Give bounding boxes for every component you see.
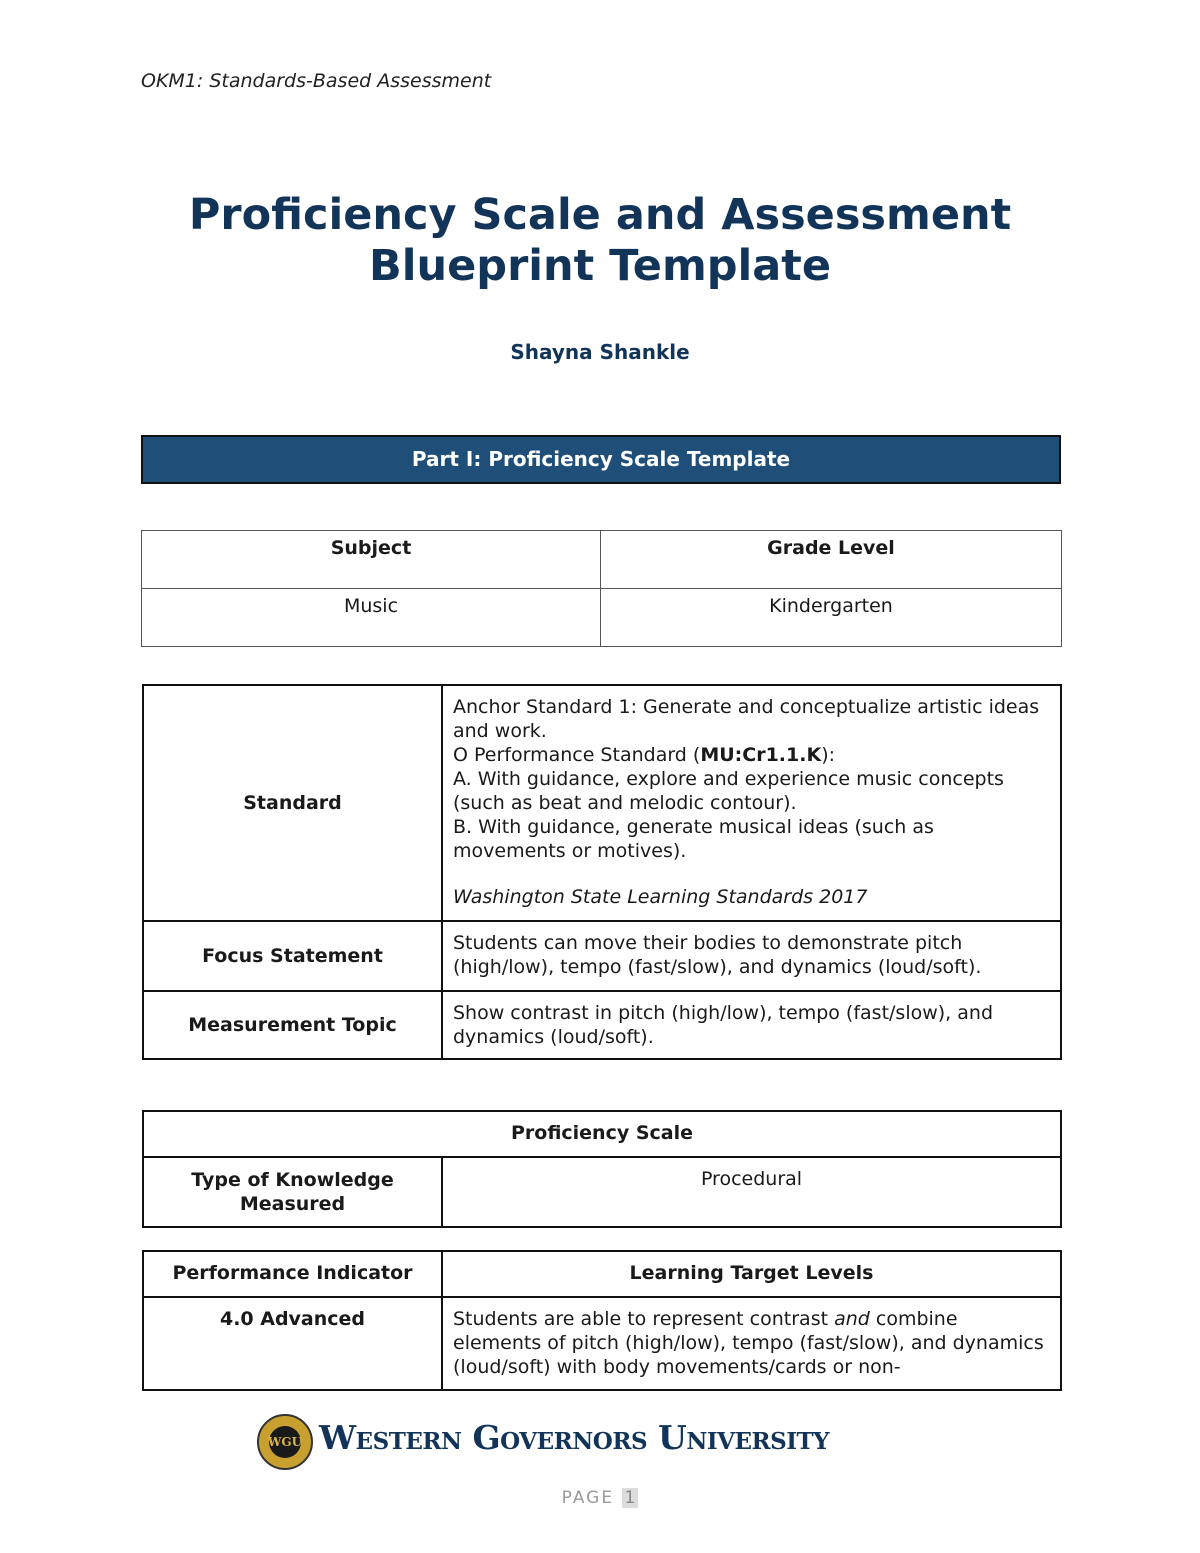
- type-of-knowledge-value: Procedural: [442, 1157, 1061, 1227]
- target-advanced: Students are able to represent contrast and combine elements of pitch (high/low), tempo (fast/slow), and dynamics (loud/soft) with body movements/cards or non-: [442, 1297, 1061, 1390]
- performance-standard-text: O Performance Standard (MU:Cr1.1.K):: [453, 744, 836, 766]
- page-footer: [0, 1488, 1200, 1508]
- indicator-advanced: 4.0 Advanced: [143, 1297, 442, 1390]
- standard-label: Standard: [143, 685, 442, 921]
- running-header: OKM1: Standards-Based Assessment: [141, 70, 492, 92]
- standard-code: MU:Cr1.1.K: [700, 744, 822, 766]
- measurement-topic-value: Show contrast in pitch (high/low), tempo (fast/slow), and dynamics (loud/soft).: [442, 991, 1061, 1059]
- part-1-banner: Part I: Proficiency Scale Template: [141, 435, 1061, 484]
- anchor-standard-text: Anchor Standard 1: Generate and conceptualize artistic ideas and work.: [453, 696, 1040, 742]
- page-label: PAGE: [561, 1488, 615, 1508]
- type-of-knowledge-label: Type of Knowledge Measured: [143, 1157, 442, 1227]
- measurement-topic-label: Measurement Topic: [143, 991, 442, 1059]
- standard-value: [442, 685, 1061, 921]
- grade-level-value: Kindergarten: [601, 589, 1062, 647]
- title-line-2: Blueprint Template: [369, 241, 831, 291]
- title-line-1: Proficiency Scale and Assessment: [188, 190, 1012, 240]
- standard-table: [142, 684, 1062, 1060]
- focus-statement-value: Students can move their bodies to demonstrate pitch (high/low), tempo (fast/slow), and dynamics (loud/soft).: [442, 921, 1061, 991]
- subject-value: Music: [142, 589, 601, 647]
- wgu-seal-icon: WGU: [257, 1414, 313, 1470]
- document-title: [100, 190, 1100, 292]
- grade-level-header: Grade Level: [601, 531, 1062, 589]
- author-name: Shayna Shankle: [510, 340, 690, 364]
- wgu-logo: [257, 1414, 907, 1469]
- subject-header: Subject: [142, 531, 601, 589]
- focus-statement-label: Focus Statement: [143, 921, 442, 991]
- university-wordmark: Western Governors University: [319, 1418, 830, 1457]
- learning-target-table: [142, 1250, 1062, 1391]
- standard-source: Washington State Learning Standards 2017: [453, 886, 868, 908]
- page-number: 1: [622, 1488, 639, 1508]
- proficiency-scale-header: Proficiency Scale: [143, 1111, 1061, 1157]
- standard-part-b: B. With guidance, generate musical ideas (such as movements or motives).: [453, 816, 934, 862]
- learning-target-levels-header: Learning Target Levels: [442, 1251, 1061, 1297]
- performance-indicator-header: Performance Indicator: [143, 1251, 442, 1297]
- proficiency-scale-table: [142, 1110, 1062, 1228]
- subject-grade-table: [141, 530, 1062, 647]
- standard-part-a: A. With guidance, explore and experience music concepts (such as beat and melodic contour).: [453, 768, 1004, 814]
